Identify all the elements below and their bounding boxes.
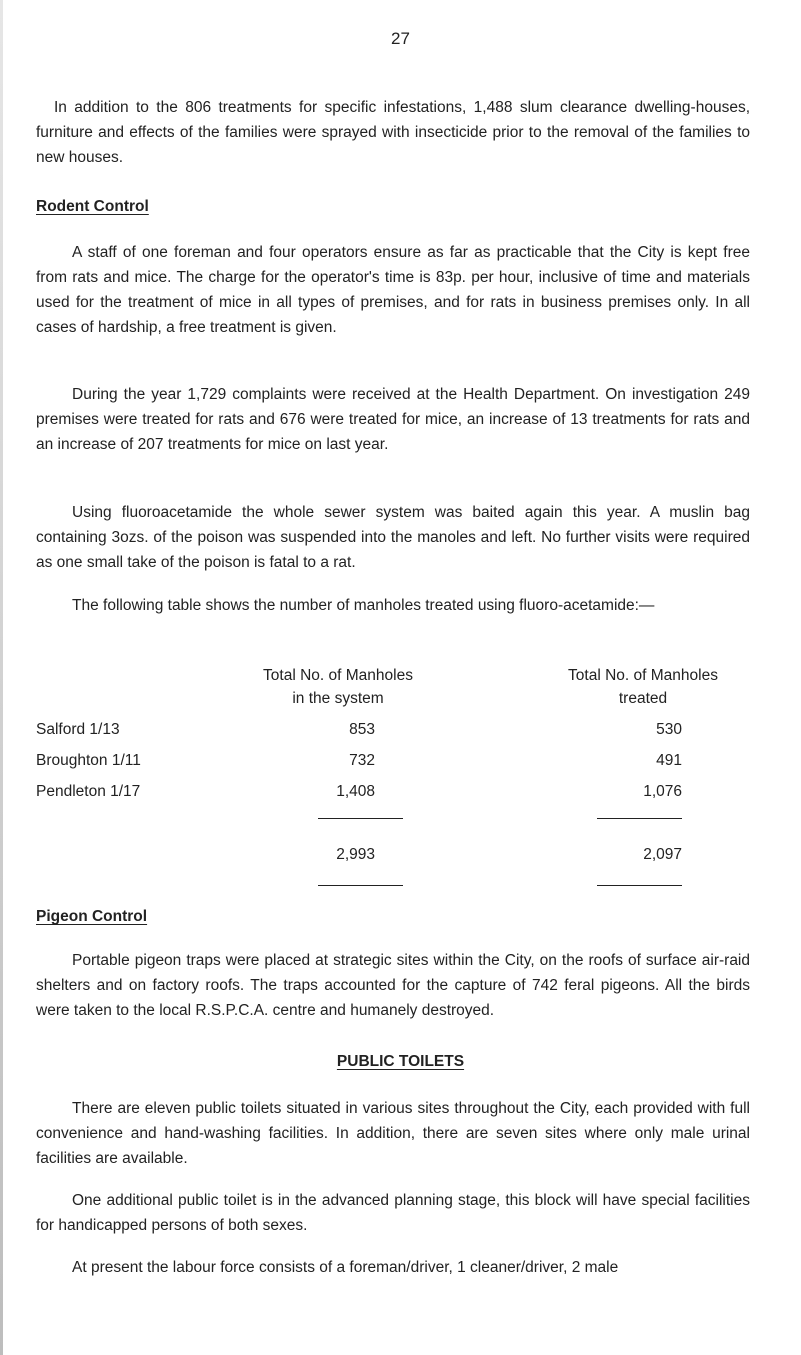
column-header-treated-line2: treated: [618, 690, 668, 707]
treated-value: 1,076: [643, 783, 682, 800]
row-label: Pendleton 1/17: [36, 783, 141, 800]
toilets-paragraph-3: At present the labour force consists of a foreman/driver, 1 cleaner/driver, 2 male: [72, 1259, 619, 1276]
total-rule-treated: [597, 885, 682, 886]
system-value: 732: [349, 752, 375, 769]
subtotal-rule-treated: [597, 818, 682, 819]
page-edge-shadow: [0, 0, 3, 1355]
toilets-paragraph-1: There are eleven public toilets situated in various sites throughout the City, each provided with full convenience and hand-washing facilities. In addition, there are seven sites where only male urinal facilities are available.: [36, 1100, 750, 1167]
total-rule-system: [318, 885, 403, 886]
treated-value: 491: [656, 752, 682, 769]
toilets-paragraph-2: One additional public toilet is in the advanced planning stage, this block will have special facilities for handicapped persons of both sexes.: [36, 1192, 750, 1234]
column-header-treated-line1: Total No. of Manholes: [568, 667, 718, 684]
rodent-paragraph-4: The following table shows the number of manholes treated using fluoro-acetamide:—: [72, 597, 655, 614]
pigeon-control-heading: Pigeon Control: [36, 908, 148, 925]
system-value: 853: [349, 721, 375, 738]
rodent-paragraph-2: During the year 1,729 complaints were received at the Health Department. On investigation 249 premises were treated for rats and 676 were treated for mice, an increase of 13 treatments for rats and an increase of 207 treatments for mice on last year.: [36, 386, 750, 453]
row-label: Salford 1/13: [36, 721, 120, 738]
pigeon-paragraph: Portable pigeon traps were placed at strategic sites within the City, on the roofs of surface air-raid shelters and on factory roofs. The traps accounted for the capture of 742 feral pigeons. All the birds were taken to the local R.S.P.C.A. centre and humanely destroyed.: [36, 952, 750, 1019]
public-toilets-heading: PUBLIC TOILETS: [336, 1053, 465, 1070]
rodent-control-heading: Rodent Control: [36, 198, 149, 215]
system-value: 1,408: [336, 783, 375, 800]
subtotal-rule-system: [318, 818, 403, 819]
intro-paragraph: In addition to the 806 treatments for specific infestations, 1,488 slum clearance dwelling-houses, furniture and effects of the families were sprayed with insecticide prior to the removal of the families to new houses.: [36, 99, 750, 166]
treated-value: 530: [656, 721, 682, 738]
page-number: 27: [391, 29, 410, 48]
rodent-paragraph-1: A staff of one foreman and four operators ensure as far as practicable that the City is kept free from rats and mice. The charge for the operator's time is 83p. per hour, inclusive of time and materials used for the treatment of mice in all types of premises, and for rats in business premises only. In all cases of hardship, a free treatment is given.: [36, 244, 750, 336]
row-label: Broughton 1/11: [36, 752, 141, 769]
total-treated-value: 2,097: [643, 846, 682, 863]
total-system-value: 2,993: [336, 846, 375, 863]
column-header-system-line1: Total No. of Manholes: [263, 667, 413, 684]
rodent-paragraph-3: Using fluoroacetamide the whole sewer system was baited again this year. A muslin bag containing 3ozs. of the poison was suspended into the manoles and left. No further visits were required as one small take of the poison is fatal to a rat.: [36, 504, 750, 571]
column-header-system-line2: in the system: [292, 690, 384, 707]
